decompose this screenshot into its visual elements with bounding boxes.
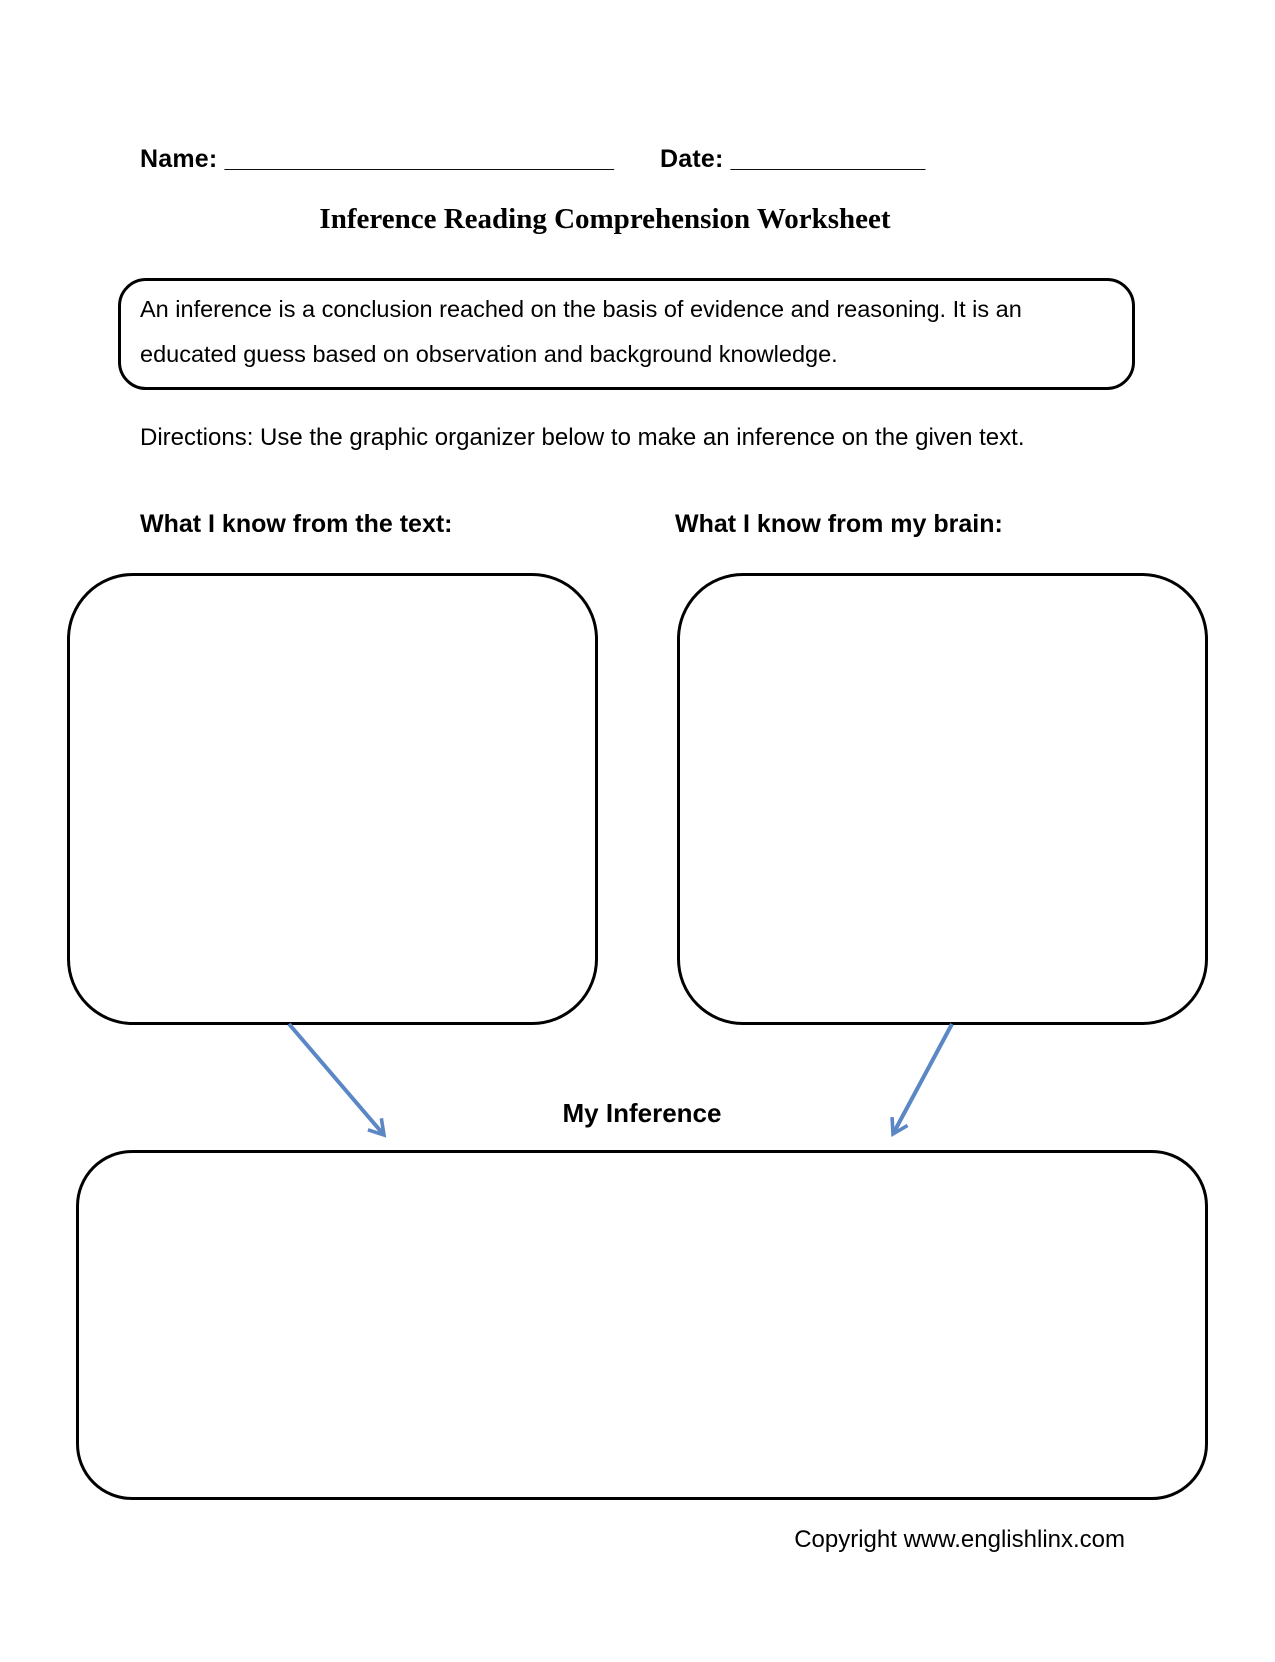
my-inference-label: My Inference [562,1098,722,1128]
name-blank-line[interactable]: ____________________________ [224,145,614,173]
name-label: Name: [140,145,218,173]
arrows-layer [0,1015,1275,1155]
worksheet-title: Inference Reading Comprehension Worksheet [319,203,891,235]
brain-knowledge-box[interactable] [677,573,1208,1025]
left-box-label: What I know from the text: [140,510,453,538]
date-field-row [660,145,925,174]
directions-text: Directions: Use the graphic organizer below to make an inference on the given text. [140,424,1025,451]
date-blank-line[interactable]: ______________ [730,145,926,173]
copyright-text: Copyright www.englishlinx.com [794,1526,1125,1553]
name-field-row [140,145,614,174]
inference-box[interactable] [76,1150,1208,1500]
text-evidence-box[interactable] [67,573,598,1025]
right-box-label: What I know from my brain: [675,510,1003,538]
date-label: Date: [660,145,724,173]
definition-text: An inference is a conclusion reached on the basis of evidence and reasoning. It is an educated guess based on observation and background knowledge. [140,296,1022,367]
